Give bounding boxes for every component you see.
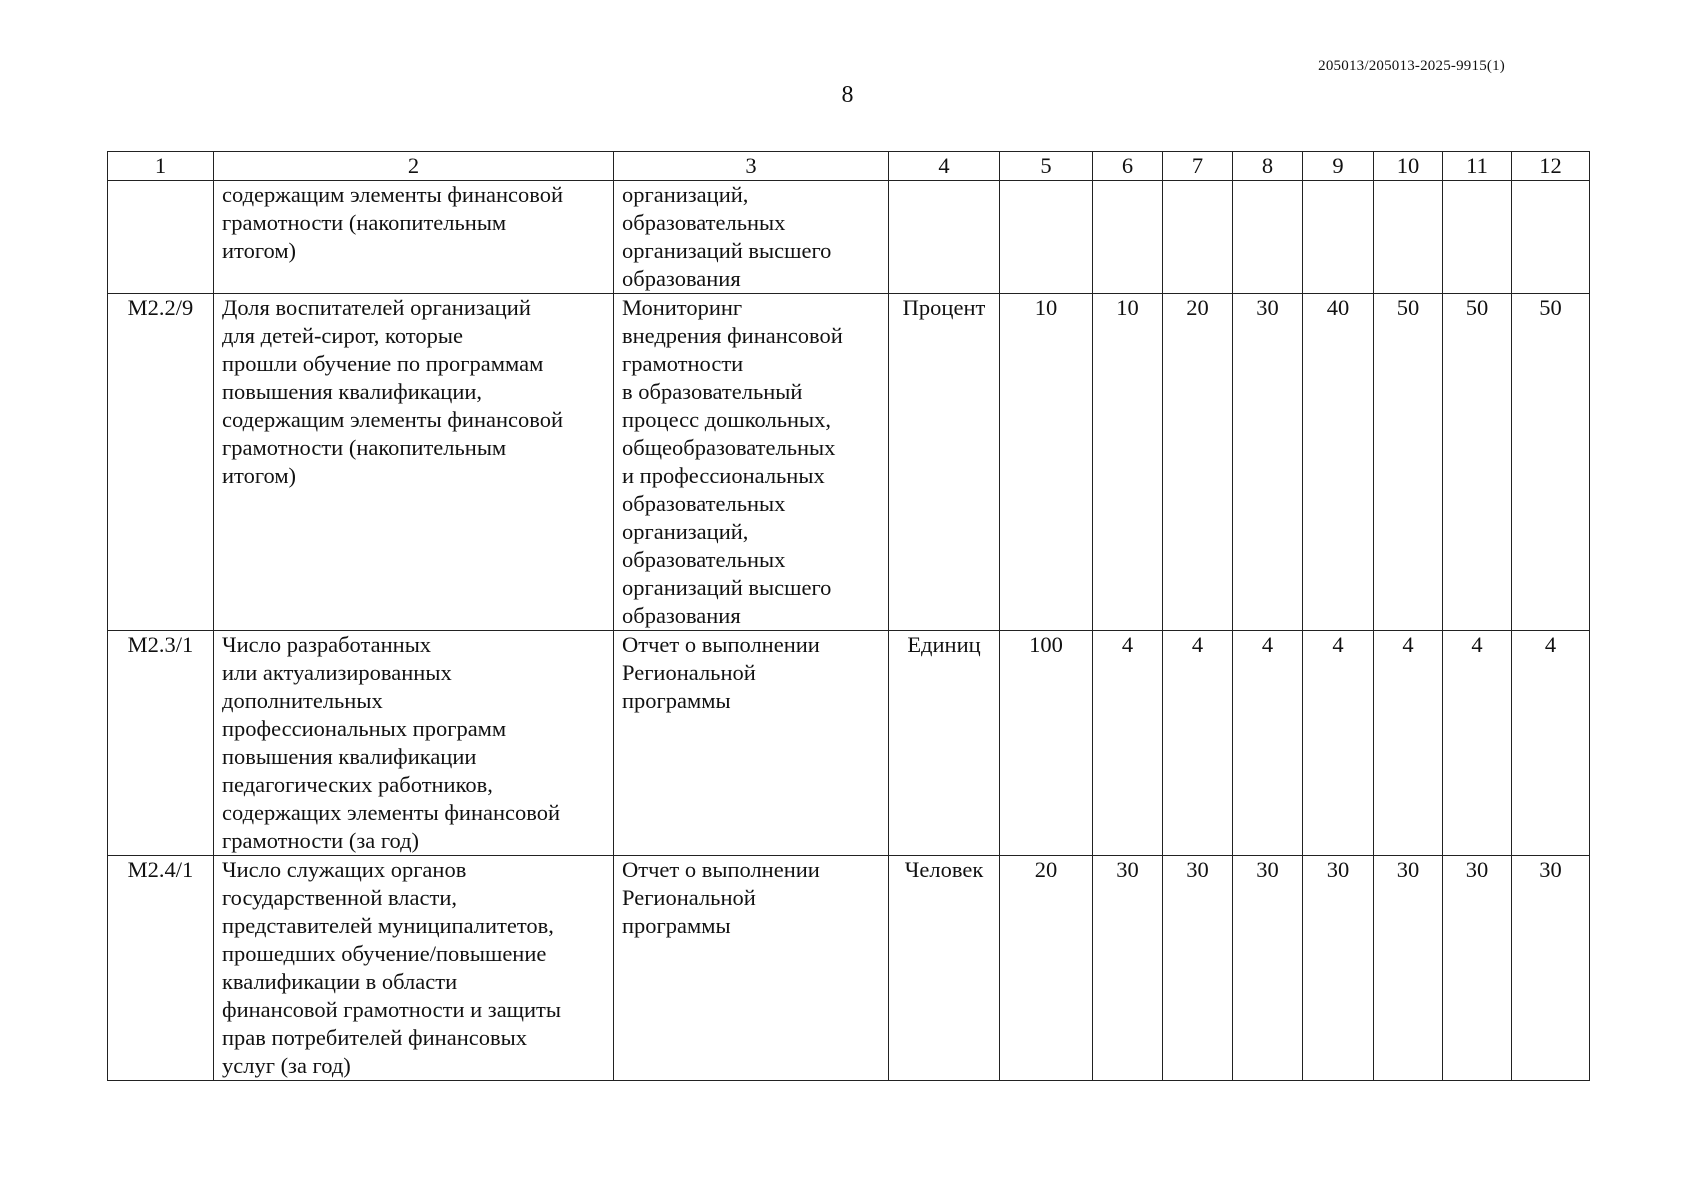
- table-row: [108, 856, 1590, 1081]
- value-cell: [1443, 181, 1512, 294]
- column-header: 2: [214, 152, 614, 181]
- indicator-name: Число служащих органов государственной власти, представителей муниципалитетов, прошедших обучение/повышение квалификации в области финансовой грамотности и защиты прав потребителей финансовых услуг (за год): [214, 856, 614, 1081]
- value-cell: 30: [1163, 856, 1233, 1081]
- value-cell: 50: [1512, 294, 1590, 631]
- value-cell: 4: [1443, 631, 1512, 856]
- value-cell: 30: [1233, 856, 1303, 1081]
- value-cell: 30: [1093, 856, 1163, 1081]
- data-source: Мониторинг внедрения финансовой грамотности в образовательный процесс дошкольных, общеобразовательных и профессиональных образовательных организаций, образовательных организаций высшего образования: [614, 294, 889, 631]
- data-source: Отчет о выполнении Региональной программы: [614, 631, 889, 856]
- table-row: [108, 631, 1590, 856]
- value-cell: 4: [1233, 631, 1303, 856]
- value-cell: 4: [1093, 631, 1163, 856]
- column-number-row: [108, 152, 1590, 181]
- value-cell: [1374, 181, 1443, 294]
- unit: Человек: [889, 856, 1000, 1081]
- value-cell: [1303, 181, 1374, 294]
- value-cell: [1512, 181, 1590, 294]
- table-row-continuation: [108, 181, 1590, 294]
- page-number: 8: [841, 82, 854, 108]
- value-cell: 50: [1374, 294, 1443, 631]
- indicators-table: [107, 151, 1590, 1081]
- value-cell: 10: [1093, 294, 1163, 631]
- value-cell: [1000, 181, 1093, 294]
- value-cell: 20: [1163, 294, 1233, 631]
- value-cell: 30: [1443, 856, 1512, 1081]
- indicator-code: [108, 181, 214, 294]
- column-header: 8: [1233, 152, 1303, 181]
- column-header: 11: [1443, 152, 1512, 181]
- unit: [889, 181, 1000, 294]
- value-cell: 30: [1512, 856, 1590, 1081]
- value-cell: 40: [1303, 294, 1374, 631]
- value-cell: [1163, 181, 1233, 294]
- value-cell: 4: [1303, 631, 1374, 856]
- value-cell: 4: [1163, 631, 1233, 856]
- document-id: 205013/205013-2025-9915(1): [1318, 58, 1505, 74]
- unit: Процент: [889, 294, 1000, 631]
- value-cell: 10: [1000, 294, 1093, 631]
- column-header: 12: [1512, 152, 1590, 181]
- column-header: 7: [1163, 152, 1233, 181]
- column-header: 3: [614, 152, 889, 181]
- indicator-code: М2.4/1: [108, 856, 214, 1081]
- indicator-code: М2.2/9: [108, 294, 214, 631]
- unit: Единиц: [889, 631, 1000, 856]
- value-cell: 30: [1303, 856, 1374, 1081]
- column-header: 9: [1303, 152, 1374, 181]
- value-cell: 50: [1443, 294, 1512, 631]
- value-cell: 4: [1374, 631, 1443, 856]
- value-cell: 30: [1233, 294, 1303, 631]
- value-cell: 20: [1000, 856, 1093, 1081]
- data-source: организаций, образовательных организаций высшего образования: [614, 181, 889, 294]
- table-row: [108, 294, 1590, 631]
- value-cell: 100: [1000, 631, 1093, 856]
- indicator-code: М2.3/1: [108, 631, 214, 856]
- value-cell: [1233, 181, 1303, 294]
- column-header: 1: [108, 152, 214, 181]
- column-header: 5: [1000, 152, 1093, 181]
- value-cell: 4: [1512, 631, 1590, 856]
- indicator-name: Доля воспитателей организаций для детей-сирот, которые прошли обучение по программам повышения квалификации, содержащим элементы финансовой грамотности (накопительным итогом): [214, 294, 614, 631]
- column-header: 6: [1093, 152, 1163, 181]
- data-source: Отчет о выполнении Региональной программы: [614, 856, 889, 1081]
- column-header: 10: [1374, 152, 1443, 181]
- value-cell: 30: [1374, 856, 1443, 1081]
- column-header: 4: [889, 152, 1000, 181]
- value-cell: [1093, 181, 1163, 294]
- indicator-name: содержащим элементы финансовой грамотности (накопительным итогом): [214, 181, 614, 294]
- indicator-name: Число разработанных или актуализированных дополнительных профессиональных программ повышения квалификации педагогических работников, содержащих элементы финансовой грамотности (за год): [214, 631, 614, 856]
